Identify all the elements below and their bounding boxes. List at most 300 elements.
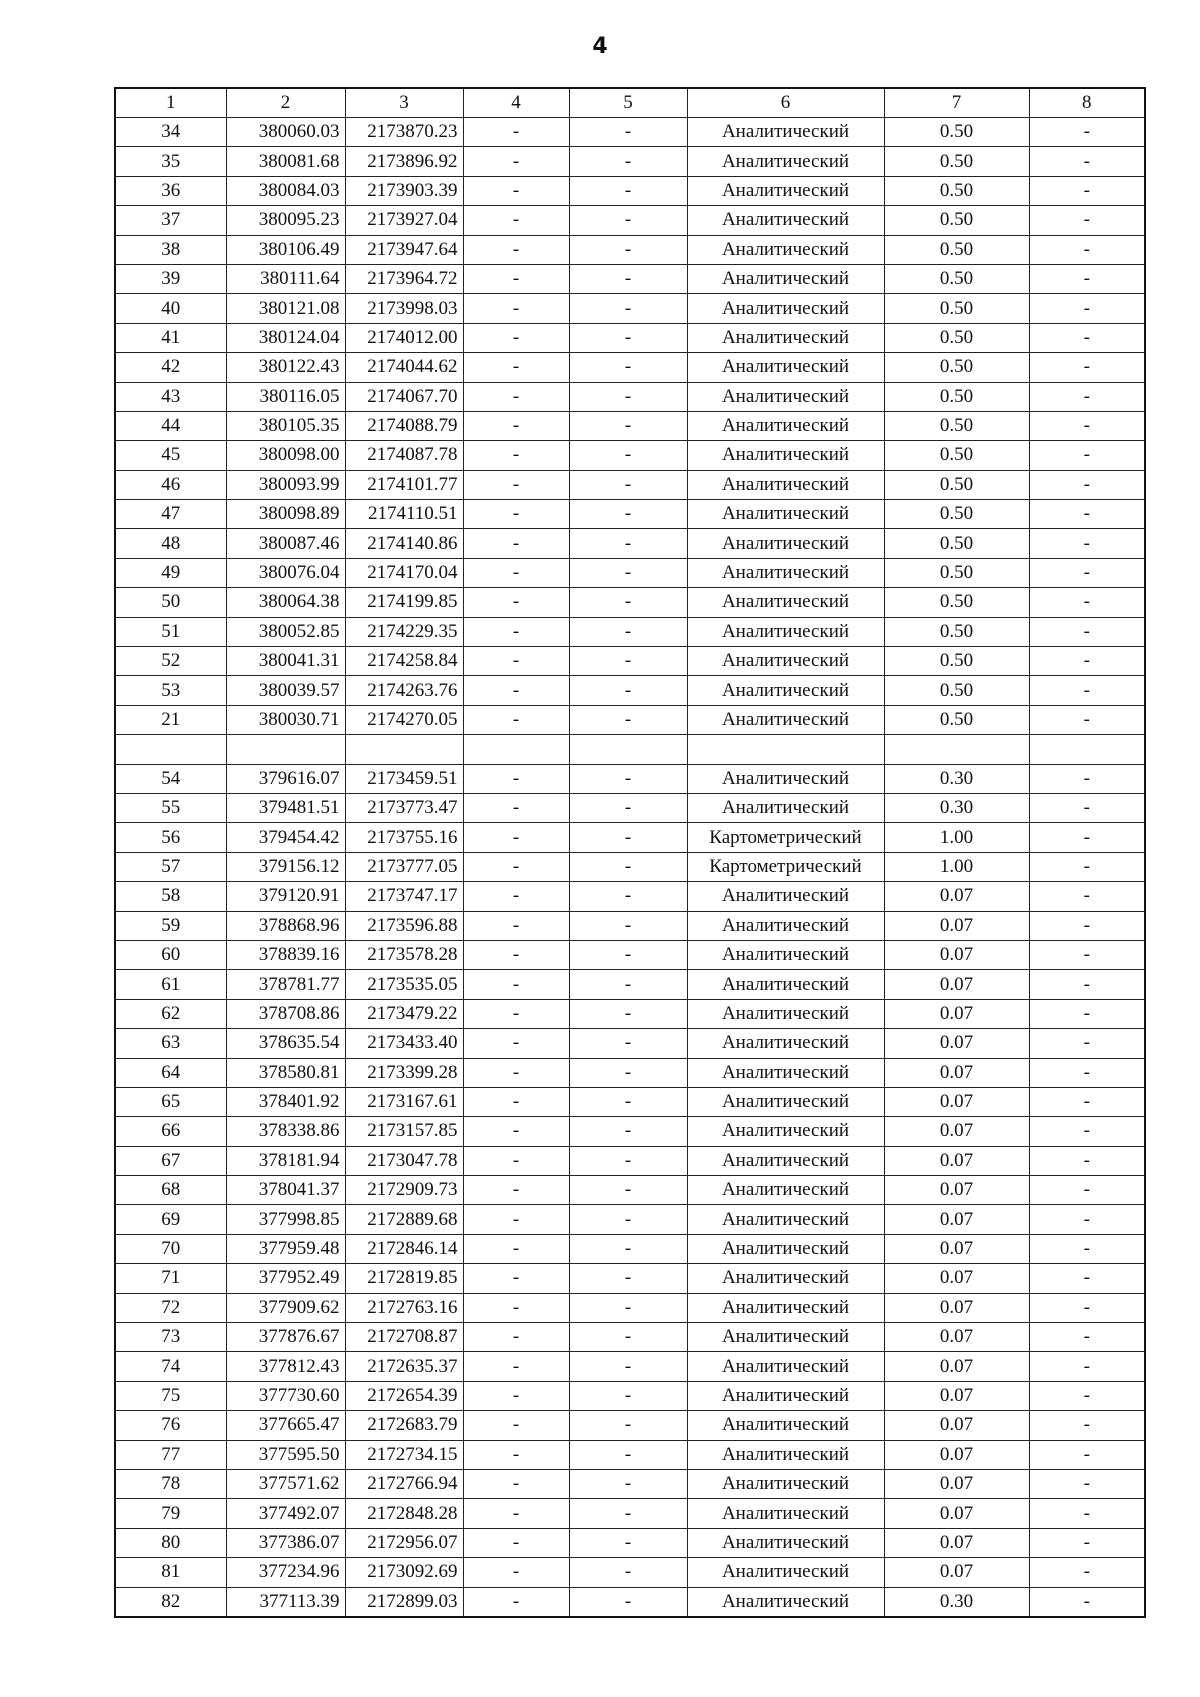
table-cell: - [463,1264,569,1293]
table-cell: - [463,823,569,852]
table-cell: 2172848.28 [345,1499,463,1528]
table-row [115,1205,1145,1234]
column-header-6: 6 [687,88,884,118]
table-cell: 0.07 [884,999,1029,1028]
table-cell: - [1029,1381,1145,1410]
table-cell: 0.07 [884,1234,1029,1263]
table-cell: 380124.04 [226,323,345,352]
table-cell: 2172819.85 [345,1264,463,1293]
table-cell: 0.07 [884,1381,1029,1410]
table-row [115,1058,1145,1087]
table-cell: 21 [115,705,226,734]
table-cell: 377876.67 [226,1323,345,1352]
table-cell: - [463,793,569,822]
table-cell: 2173777.05 [345,852,463,881]
table-cell: 380105.35 [226,411,345,440]
table-cell: 380081.68 [226,147,345,176]
table-cell: 380064.38 [226,588,345,617]
table-cell: 2173578.28 [345,940,463,969]
table-cell: 0.50 [884,647,1029,676]
table-cell: - [569,940,687,969]
table-cell: - [1029,147,1145,176]
table-cell: 2173157.85 [345,1117,463,1146]
table-row [115,1087,1145,1116]
table-row [115,1587,1145,1617]
table-cell: - [463,235,569,264]
table-cell: 380116.05 [226,382,345,411]
table-cell: - [463,1558,569,1587]
table-cell: 380111.64 [226,264,345,293]
table-cell: Аналитический [687,1528,884,1557]
table-cell: - [1029,970,1145,999]
table-cell: - [463,441,569,470]
table-cell: - [463,999,569,1028]
table-cell: 0.50 [884,676,1029,705]
table-cell: Аналитический [687,1440,884,1469]
table-cell: 2173479.22 [345,999,463,1028]
table-cell: 380039.57 [226,676,345,705]
column-header-8: 8 [1029,88,1145,118]
table-cell: 49 [115,558,226,587]
table-row [115,1411,1145,1440]
table-row [115,264,1145,293]
table-cell: 378041.37 [226,1176,345,1205]
table-cell: - [463,1234,569,1263]
table-cell: 377234.96 [226,1558,345,1587]
table-cell: Аналитический [687,500,884,529]
table-cell: - [569,1058,687,1087]
table-cell: 2172956.07 [345,1528,463,1557]
table-cell: 0.07 [884,1146,1029,1175]
table-cell: Аналитический [687,1411,884,1440]
table-cell: 380093.99 [226,470,345,499]
column-header-1: 1 [115,88,226,118]
table-cell: 2172734.15 [345,1440,463,1469]
table-cell: - [463,1499,569,1528]
table-cell: - [463,118,569,147]
table-cell: - [569,206,687,235]
table-cell: 41 [115,323,226,352]
table-cell: 377909.62 [226,1293,345,1322]
table-cell: - [569,647,687,676]
table-cell: - [1029,294,1145,323]
table-cell: 380052.85 [226,617,345,646]
table-cell: - [569,1440,687,1469]
table-cell: - [1029,1205,1145,1234]
table-cell: 2173964.72 [345,264,463,293]
table-cell: 380030.71 [226,705,345,734]
table-row [115,1323,1145,1352]
table-cell: - [1029,1029,1145,1058]
table-cell: 1.00 [884,823,1029,852]
table-cell: Аналитический [687,911,884,940]
table-cell: - [569,1323,687,1352]
table-cell: 0.50 [884,382,1029,411]
table-cell: - [463,1352,569,1381]
table-cell: 2172763.16 [345,1293,463,1322]
table-cell: - [463,176,569,205]
table-cell: 2174088.79 [345,411,463,440]
table-cell: Аналитический [687,1264,884,1293]
table-cell: 378708.86 [226,999,345,1028]
table-cell: 0.07 [884,1558,1029,1587]
table-cell: - [569,1293,687,1322]
table-cell: Аналитический [687,441,884,470]
table-body [115,118,1145,1617]
table-cell: 0.07 [884,940,1029,969]
table-cell: - [463,676,569,705]
table-cell: - [463,147,569,176]
table-cell: 0.07 [884,1352,1029,1381]
table-cell: 0.50 [884,500,1029,529]
column-header-7: 7 [884,88,1029,118]
table-cell: 0.50 [884,617,1029,646]
table-cell: - [1029,500,1145,529]
table-cell: 380106.49 [226,235,345,264]
table-cell: - [463,1323,569,1352]
table-row [115,1029,1145,1058]
table-row [115,676,1145,705]
table-cell: 377730.60 [226,1381,345,1410]
table-cell: 0.07 [884,1499,1029,1528]
table-cell: 379156.12 [226,852,345,881]
table-row [115,999,1145,1028]
table-cell: Аналитический [687,323,884,352]
table-cell: - [569,353,687,382]
table-cell: - [463,1411,569,1440]
table-cell: - [1029,911,1145,940]
table-cell: Аналитический [687,1058,884,1087]
table-cell: - [569,764,687,793]
table-cell: - [1029,1499,1145,1528]
table-cell: 68 [115,1176,226,1205]
table-cell: 379481.51 [226,793,345,822]
table-cell: - [463,1146,569,1175]
table-cell: 0.07 [884,1323,1029,1352]
table-cell: 0.50 [884,353,1029,382]
column-header-4: 4 [463,88,569,118]
table-cell: 379454.42 [226,823,345,852]
table-cell: 2172654.39 [345,1381,463,1410]
table-cell: - [569,323,687,352]
table-cell: Аналитический [687,118,884,147]
table-cell: Аналитический [687,1146,884,1175]
table-cell: - [569,1117,687,1146]
coordinates-table [114,87,1146,1618]
table-cell: - [569,147,687,176]
table-cell: 377998.85 [226,1205,345,1234]
column-header-5: 5 [569,88,687,118]
table-cell: 0.50 [884,176,1029,205]
table-row [115,1352,1145,1381]
table-cell: - [1029,264,1145,293]
table-cell: 2172846.14 [345,1234,463,1263]
table-cell: - [1029,206,1145,235]
table-cell: - [463,1587,569,1617]
table-cell: Аналитический [687,1469,884,1498]
table-cell: Аналитический [687,1352,884,1381]
table-cell: Аналитический [687,1558,884,1587]
column-header-2: 2 [226,88,345,118]
table-cell: - [463,294,569,323]
table-cell: - [569,1234,687,1263]
table-cell [687,735,884,764]
table-cell: - [1029,411,1145,440]
table-cell: - [569,882,687,911]
table-cell: - [569,823,687,852]
table-cell: - [1029,1440,1145,1469]
table-cell: 82 [115,1587,226,1617]
table-cell: 2173747.17 [345,882,463,911]
table-cell: - [463,558,569,587]
table-cell: 65 [115,1087,226,1116]
table-cell: 62 [115,999,226,1028]
table-cell: 61 [115,970,226,999]
table-row [115,470,1145,499]
table-cell: 39 [115,264,226,293]
table-cell [884,735,1029,764]
table-cell: 380121.08 [226,294,345,323]
table-row [115,1469,1145,1498]
table-cell: Аналитический [687,999,884,1028]
table-cell: 380098.89 [226,500,345,529]
table-cell: 2174012.00 [345,323,463,352]
table-cell: Аналитический [687,705,884,734]
table-row [115,793,1145,822]
table-cell: 2173535.05 [345,970,463,999]
table-cell: - [1029,1352,1145,1381]
table-cell: 380095.23 [226,206,345,235]
table-cell: 0.07 [884,970,1029,999]
table-cell: 0.50 [884,264,1029,293]
table-cell: 58 [115,882,226,911]
table-cell: 2173927.04 [345,206,463,235]
table-cell: - [1029,999,1145,1028]
table-cell: Аналитический [687,1176,884,1205]
table-row [115,970,1145,999]
table-cell: 57 [115,852,226,881]
table-cell: - [569,911,687,940]
table-cell: - [569,1264,687,1293]
table-cell: 0.07 [884,911,1029,940]
table-cell: - [463,588,569,617]
table-row [115,1234,1145,1263]
table-cell: 2174263.76 [345,676,463,705]
table-cell: - [1029,176,1145,205]
table-cell [115,735,226,764]
table-cell: - [463,705,569,734]
table-cell: - [1029,1323,1145,1352]
table-cell: 377113.39 [226,1587,345,1617]
table-cell: 48 [115,529,226,558]
table-cell: - [463,323,569,352]
table-cell: - [1029,323,1145,352]
table-cell: - [463,411,569,440]
table-row [115,588,1145,617]
table-cell: 380098.00 [226,441,345,470]
table-cell: 53 [115,676,226,705]
table-row [115,647,1145,676]
table-cell: 34 [115,118,226,147]
table-cell: - [463,382,569,411]
table-cell: - [1029,118,1145,147]
table-cell: - [1029,441,1145,470]
table-cell: 0.50 [884,147,1029,176]
table-cell: - [463,206,569,235]
table-cell: - [463,1117,569,1146]
table-row [115,1558,1145,1587]
table-row [115,529,1145,558]
table-cell: - [569,1029,687,1058]
table-cell: 378181.94 [226,1146,345,1175]
table-cell: - [463,911,569,940]
table-cell: 2174110.51 [345,500,463,529]
table-cell: 42 [115,353,226,382]
table-cell: 38 [115,235,226,264]
table-cell: 63 [115,1029,226,1058]
table-cell: 2174067.70 [345,382,463,411]
table-cell: 377665.47 [226,1411,345,1440]
table-cell: 46 [115,470,226,499]
table-cell [463,735,569,764]
table-cell: 378839.16 [226,940,345,969]
table-cell: 77 [115,1440,226,1469]
table-cell: - [1029,1146,1145,1175]
table-cell: 79 [115,1499,226,1528]
table-cell: 2173047.78 [345,1146,463,1175]
table-cell: 377492.07 [226,1499,345,1528]
table-cell: Аналитический [687,176,884,205]
table-cell: - [463,353,569,382]
table-cell: 0.50 [884,470,1029,499]
table-cell: - [463,617,569,646]
table-cell: - [569,441,687,470]
table-cell: 47 [115,500,226,529]
table-cell: 2173092.69 [345,1558,463,1587]
table-cell: 0.07 [884,1029,1029,1058]
table-cell [569,735,687,764]
table-cell: 0.07 [884,1293,1029,1322]
table-cell: 2174258.84 [345,647,463,676]
table-cell: 0.50 [884,294,1029,323]
table-cell: - [569,1499,687,1528]
table-cell: - [569,500,687,529]
table-cell: - [463,470,569,499]
table-cell: Аналитический [687,558,884,587]
table-cell: - [569,793,687,822]
table-cell: - [569,588,687,617]
table-cell: 2174140.86 [345,529,463,558]
table-cell: Аналитический [687,970,884,999]
table-cell: 56 [115,823,226,852]
table-cell: - [1029,529,1145,558]
table-cell: - [463,852,569,881]
table-cell: - [569,411,687,440]
table-cell: - [1029,1558,1145,1587]
table-cell: - [463,882,569,911]
table-cell: 2174101.77 [345,470,463,499]
table-cell: - [463,1440,569,1469]
table-cell: 378868.96 [226,911,345,940]
table-cell: 71 [115,1264,226,1293]
table-cell: Картометрический [687,852,884,881]
table-cell: - [463,1528,569,1557]
table-cell: Аналитический [687,1499,884,1528]
table-cell: - [1029,1234,1145,1263]
table-cell: 76 [115,1411,226,1440]
table-cell: - [1029,1293,1145,1322]
table-cell: 37 [115,206,226,235]
table-row [115,1440,1145,1469]
table-cell: Аналитический [687,617,884,646]
table-cell: 0.07 [884,1440,1029,1469]
table-cell: 380084.03 [226,176,345,205]
table-row [115,294,1145,323]
table-cell: 73 [115,1323,226,1352]
table-cell: - [1029,617,1145,646]
table-cell [226,735,345,764]
table-cell: Аналитический [687,940,884,969]
table-cell: - [1029,353,1145,382]
table-row [115,1293,1145,1322]
table-cell: 380076.04 [226,558,345,587]
table-cell: 64 [115,1058,226,1087]
table-cell: 0.07 [884,1058,1029,1087]
table-cell: 0.50 [884,235,1029,264]
table-row [115,1146,1145,1175]
table-cell: - [463,1293,569,1322]
table-row [115,823,1145,852]
table-cell: 378781.77 [226,970,345,999]
table-cell: 380087.46 [226,529,345,558]
table-cell: 80 [115,1528,226,1557]
table-cell [1029,735,1145,764]
table-cell: - [569,264,687,293]
table-cell: 0.50 [884,411,1029,440]
table-cell: - [1029,882,1145,911]
table-cell: 50 [115,588,226,617]
table-cell: Аналитический [687,294,884,323]
table-cell: 0.50 [884,705,1029,734]
table-row [115,235,1145,264]
table-row [115,411,1145,440]
table-cell: - [569,1469,687,1498]
table-cell: - [1029,1411,1145,1440]
table-cell: - [1029,1087,1145,1116]
table-cell: 54 [115,764,226,793]
table-row [115,206,1145,235]
table-cell: 1.00 [884,852,1029,881]
table-cell: 2173903.39 [345,176,463,205]
table-cell: 2172899.03 [345,1587,463,1617]
table-cell [345,735,463,764]
table-cell: 40 [115,294,226,323]
table-cell: 72 [115,1293,226,1322]
table-row [115,1264,1145,1293]
table-cell: 2172766.94 [345,1469,463,1498]
page-number: 4 [592,34,608,59]
table-cell: 2172708.87 [345,1323,463,1352]
table-cell: 0.07 [884,1264,1029,1293]
table-cell: Аналитический [687,647,884,676]
table-cell: 70 [115,1234,226,1263]
table-cell: 35 [115,147,226,176]
table-cell: 2173167.61 [345,1087,463,1116]
table-row [115,441,1145,470]
table-cell: Аналитический [687,1381,884,1410]
table-cell: 2173459.51 [345,764,463,793]
table-cell: 2174044.62 [345,353,463,382]
